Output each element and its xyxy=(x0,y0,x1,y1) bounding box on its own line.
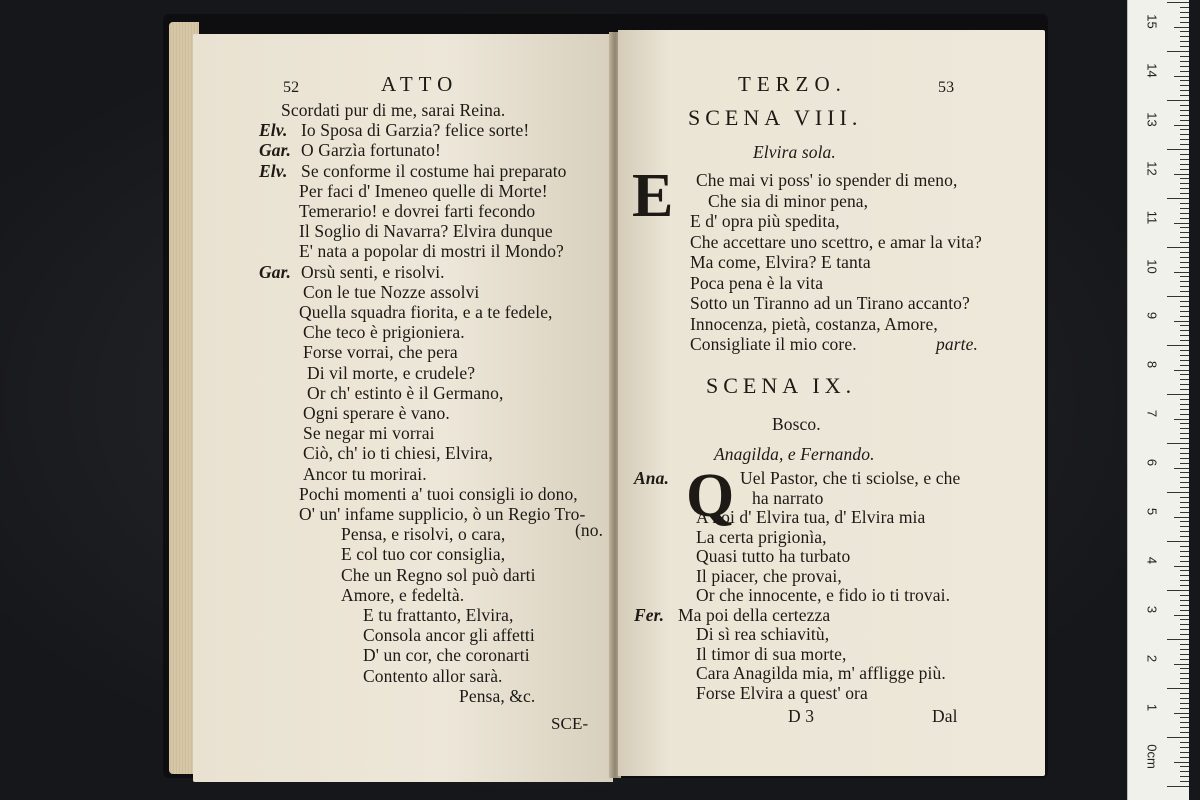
ruler-tick xyxy=(1180,482,1189,483)
speaker-label: Elv. xyxy=(259,120,288,141)
ruler-tick xyxy=(1180,747,1189,748)
scene-ix-setting: Bosco. xyxy=(772,414,821,434)
ruler-tick xyxy=(1180,414,1189,415)
ruler-tick xyxy=(1180,311,1189,312)
scene-viii-characters: Elvira sola. xyxy=(753,142,836,162)
ruler-tick xyxy=(1180,291,1189,292)
ruler-tick xyxy=(1167,443,1189,444)
signature-mark: D 3 xyxy=(788,706,815,726)
ruler-tick xyxy=(1180,41,1189,42)
verse-line: Innocenza, pietà, costanza, Amore, xyxy=(690,313,938,334)
ruler-tick xyxy=(1167,737,1189,738)
ruler-tick xyxy=(1180,325,1189,326)
scene-viii-title: SCENA VIII. xyxy=(688,105,863,130)
verse-line: Pochi momenti a' tuoi consigli io dono, xyxy=(299,483,578,504)
verse-line: O' un' infame supplicio, ò un Regio Tro- xyxy=(299,504,586,524)
ruler-tick xyxy=(1180,56,1189,57)
ruler-tick xyxy=(1180,472,1189,473)
scene-ix-characters: Anagilda, e Fernando. xyxy=(714,444,875,464)
ruler-tick xyxy=(1174,468,1189,469)
verse-line: Consigliate il mio core. xyxy=(690,334,857,354)
speaker-label: Elv. xyxy=(259,160,288,181)
right-running-head: TERZO. xyxy=(738,72,847,96)
ruler-tick xyxy=(1180,502,1189,503)
ruler-tick xyxy=(1180,595,1189,596)
ruler-tick xyxy=(1180,776,1189,777)
ruler-tick xyxy=(1180,276,1189,277)
ruler-tick xyxy=(1180,286,1189,287)
ruler-tick xyxy=(1180,389,1189,390)
ruler-tick xyxy=(1180,12,1189,13)
verse-line: O Garzìa fortunato! xyxy=(301,140,441,161)
ruler-tick xyxy=(1180,237,1189,238)
verse-line: E tu frattanto, Elvira, xyxy=(363,605,514,625)
ruler-tick xyxy=(1180,193,1189,194)
ruler-tick xyxy=(1180,22,1189,23)
ruler-tick xyxy=(1167,639,1189,640)
ruler-label: 6 xyxy=(1144,458,1160,467)
ruler-tick xyxy=(1180,561,1189,562)
ruler-tick xyxy=(1180,678,1189,679)
ruler-tick xyxy=(1180,46,1189,47)
ruler-label: 5 xyxy=(1144,507,1160,516)
left-hyphen-tail: (no. xyxy=(575,520,604,540)
ruler-tick xyxy=(1174,762,1189,763)
ruler-tick xyxy=(1180,521,1189,522)
verse-line: Orsù senti, e risolvi. xyxy=(301,261,445,282)
scene-ix-title: SCENA IX. xyxy=(706,373,857,398)
verse-line: Quasi tutto ha turbato xyxy=(696,546,851,566)
ruler-tick xyxy=(1180,605,1189,606)
ruler-tick xyxy=(1180,183,1189,184)
ruler-tick xyxy=(1180,144,1189,145)
ruler-tick xyxy=(1180,512,1189,513)
ruler-tick xyxy=(1174,713,1189,714)
ruler-tick xyxy=(1180,115,1189,116)
ruler-tick xyxy=(1180,732,1189,733)
ruler-tick xyxy=(1180,453,1189,454)
ruler-label: 1 xyxy=(1144,703,1160,712)
ruler-label: 13 xyxy=(1144,112,1160,127)
ruler-tick xyxy=(1174,125,1189,126)
ruler-tick xyxy=(1180,487,1189,488)
verse-line: Poca pena è la vita xyxy=(690,272,824,293)
ruler-tick xyxy=(1180,693,1189,694)
verse-line: Sotto un Tiranno ad un Tirano accanto? xyxy=(690,293,970,313)
ruler-tick xyxy=(1180,379,1189,380)
ruler-tick xyxy=(1180,531,1189,532)
ruler-tick xyxy=(1180,409,1189,410)
ruler-tick xyxy=(1174,419,1189,420)
ruler-label: 10 xyxy=(1144,259,1160,274)
speaker-label: Gar. xyxy=(259,140,292,161)
ruler-label: 11 xyxy=(1144,210,1160,225)
ruler-tick xyxy=(1180,17,1189,18)
ruler-tick xyxy=(1180,570,1189,571)
ruler-tick xyxy=(1174,223,1189,224)
verse-line: Che mai vi poss' io spender di meno, xyxy=(696,170,958,190)
verse-line: Che sia di minor pena, xyxy=(708,190,869,211)
ruler-tick xyxy=(1180,227,1189,228)
ruler-tick xyxy=(1180,80,1189,81)
ruler-tick xyxy=(1180,463,1189,464)
ruler-tick xyxy=(1180,164,1189,165)
ruler-tick xyxy=(1180,781,1189,782)
ruler-tick xyxy=(1180,477,1189,478)
ruler-tick xyxy=(1174,370,1189,371)
ruler-tick xyxy=(1180,727,1189,728)
ruler-tick xyxy=(1180,139,1189,140)
ruler-tick xyxy=(1180,360,1189,361)
ruler-tick xyxy=(1180,350,1189,351)
ruler-tick xyxy=(1180,644,1189,645)
verse-line: Scordati pur di me, sarai Reina. xyxy=(281,100,506,120)
ruler-tick xyxy=(1180,203,1189,204)
ruler-tick xyxy=(1167,492,1189,493)
ruler-tick xyxy=(1180,105,1189,106)
ruler-tick xyxy=(1180,355,1189,356)
ruler-label: 12 xyxy=(1144,161,1160,176)
ruler-tick xyxy=(1180,188,1189,189)
ruler-tick xyxy=(1167,394,1189,395)
verse-line: Temerario! e dovrei farti fecondo xyxy=(299,201,536,221)
ruler-tick xyxy=(1180,218,1189,219)
ruler-tick xyxy=(1180,717,1189,718)
ruler-tick xyxy=(1180,213,1189,214)
ruler-tick xyxy=(1180,673,1189,674)
ruler-tick xyxy=(1167,345,1189,346)
ruler-tick xyxy=(1180,159,1189,160)
measurement-ruler xyxy=(1127,0,1189,800)
ruler-tick xyxy=(1180,497,1189,498)
ruler-tick xyxy=(1180,384,1189,385)
verse-line: Per faci d' Imeneo quelle di Morte! xyxy=(299,180,548,201)
ruler-tick xyxy=(1180,619,1189,620)
left-catchword: SCE- xyxy=(551,714,589,733)
verse-line: Che un Regno sol può darti xyxy=(341,564,536,585)
ruler-label: 0cm xyxy=(1144,744,1160,769)
verse-line: E d' opra più spedita, xyxy=(690,211,840,231)
speaker-label: Fer. xyxy=(634,604,665,625)
verse-line: E col tuo cor consiglia, xyxy=(341,544,506,565)
verse-line: Ancor tu morirai. xyxy=(303,463,427,484)
ruler-tick xyxy=(1180,120,1189,121)
ruler-tick xyxy=(1167,786,1189,787)
verse-line: D' un cor, che coronarti xyxy=(363,645,530,666)
ruler-tick xyxy=(1180,438,1189,439)
ruler-tick xyxy=(1180,585,1189,586)
ruler-tick xyxy=(1180,708,1189,709)
ruler-tick xyxy=(1180,169,1189,170)
verse-line: Or che innocente, e fido io ti trovai. xyxy=(696,585,951,605)
verse-line: Pensa, &c. xyxy=(459,685,536,706)
verse-line: Che accettare uno scettro, e amar la vita? xyxy=(690,231,982,252)
verse-line: Forse vorrai, che pera xyxy=(303,342,458,363)
ruler-tick xyxy=(1167,590,1189,591)
ruler-tick xyxy=(1180,722,1189,723)
ruler-tick xyxy=(1180,154,1189,155)
ruler-tick xyxy=(1180,281,1189,282)
ruler-tick xyxy=(1180,365,1189,366)
ruler-tick xyxy=(1180,7,1189,8)
ruler-label: 7 xyxy=(1144,409,1160,418)
ruler-tick xyxy=(1180,262,1189,263)
ruler-tick xyxy=(1180,31,1189,32)
ruler-tick xyxy=(1180,110,1189,111)
ruler-tick xyxy=(1180,580,1189,581)
right-page xyxy=(618,30,1045,776)
ruler-tick xyxy=(1180,267,1189,268)
ruler-tick xyxy=(1180,752,1189,753)
ruler-tick xyxy=(1180,698,1189,699)
verse-line: Amore, e fedeltà. xyxy=(341,584,465,605)
verse-line: Forse Elvira a quest' ora xyxy=(696,682,868,703)
scene-viii-dropcap: E xyxy=(632,162,674,230)
verse-line: Ciò, ch' io ti chiesi, Elvira, xyxy=(303,443,493,464)
ruler-tick xyxy=(1180,433,1189,434)
ruler-tick xyxy=(1180,178,1189,179)
verse-line: Ma poi della certezza xyxy=(678,604,831,625)
verse-line: Io Sposa di Garzia? felice sorte! xyxy=(301,120,530,141)
verse-line: Se negar mi vorrai xyxy=(303,423,435,444)
ruler-tick xyxy=(1180,306,1189,307)
ruler-tick xyxy=(1180,232,1189,233)
ruler-tick xyxy=(1180,61,1189,62)
ruler-tick xyxy=(1167,296,1189,297)
verse-line: Di sì rea schiavitù, xyxy=(696,624,830,644)
ruler-tick xyxy=(1180,600,1189,601)
verse-line: A noi d' Elvira tua, d' Elvira mia xyxy=(696,507,926,527)
ruler-tick xyxy=(1180,399,1189,400)
ruler-tick xyxy=(1180,551,1189,552)
verse-line: ha narrato xyxy=(752,487,824,508)
ruler-tick xyxy=(1180,85,1189,86)
ruler-label: 3 xyxy=(1144,605,1160,614)
left-page-number: 52 xyxy=(283,79,300,96)
ruler-tick xyxy=(1167,2,1189,3)
ruler-tick xyxy=(1174,321,1189,322)
ruler-tick xyxy=(1180,335,1189,336)
ruler-tick xyxy=(1180,316,1189,317)
ruler-tick xyxy=(1167,247,1189,248)
verse-line: Or ch' estinto è il Germano, xyxy=(307,382,504,403)
ruler-tick xyxy=(1180,507,1189,508)
ruler-tick xyxy=(1180,766,1189,767)
verse-line: Ma come, Elvira? E tanta xyxy=(690,252,871,272)
ruler-tick xyxy=(1167,198,1189,199)
ruler-tick xyxy=(1180,374,1189,375)
right-catchword: Dal xyxy=(932,706,958,726)
ruler-tick xyxy=(1174,664,1189,665)
ruler-tick xyxy=(1180,703,1189,704)
ruler-tick xyxy=(1174,272,1189,273)
ruler-tick xyxy=(1180,649,1189,650)
ruler-tick xyxy=(1180,683,1189,684)
ruler-tick xyxy=(1180,423,1189,424)
ruler-tick xyxy=(1180,536,1189,537)
ruler-tick xyxy=(1180,654,1189,655)
verse-line: E' nata a popolar di mostri il Mondo? xyxy=(299,241,564,262)
ruler-tick xyxy=(1180,668,1189,669)
ruler-tick xyxy=(1180,771,1189,772)
ruler-tick xyxy=(1180,404,1189,405)
ruler-tick xyxy=(1167,100,1189,101)
verse-line: Di vil morte, e crudele? xyxy=(307,362,476,383)
verse-line: Il timor di sua morte, xyxy=(696,643,847,664)
ruler-tick xyxy=(1180,428,1189,429)
ruler-label: 2 xyxy=(1144,654,1160,663)
verse-line: Con le tue Nozze assolvi xyxy=(303,281,480,302)
verse-line: Contento allor sarà. xyxy=(363,665,503,686)
verse-line: Il piacer, che provai, xyxy=(696,565,842,586)
verse-line: Il Soglio di Navarra? Elvira dunque xyxy=(299,221,553,242)
ruler-tick xyxy=(1180,71,1189,72)
ruler-tick xyxy=(1180,208,1189,209)
ruler-tick xyxy=(1180,252,1189,253)
verse-line: Ogni sperare è vano. xyxy=(303,403,450,423)
ruler-label: 14 xyxy=(1144,63,1160,78)
ruler-tick xyxy=(1180,340,1189,341)
ruler-tick xyxy=(1174,27,1189,28)
ruler-tick xyxy=(1180,757,1189,758)
ruler-tick xyxy=(1180,129,1189,130)
ruler-tick xyxy=(1180,301,1189,302)
ruler-tick xyxy=(1180,95,1189,96)
speaker-label: Gar. xyxy=(259,261,292,282)
scene-viii-exit: parte. xyxy=(936,334,978,354)
ruler-tick xyxy=(1174,517,1189,518)
ruler-tick xyxy=(1167,541,1189,542)
ruler-tick xyxy=(1167,688,1189,689)
ruler-label: 8 xyxy=(1144,360,1160,369)
ruler-tick xyxy=(1167,51,1189,52)
verse-line: Uel Pastor, che ti sciolse, e che xyxy=(740,468,961,488)
ruler-tick xyxy=(1180,448,1189,449)
left-running-head: ATTO xyxy=(381,72,459,96)
verse-line: La certa prigionìa, xyxy=(696,526,827,547)
verse-line: Se conforme il costume hai preparato xyxy=(301,160,567,181)
ruler-tick xyxy=(1167,149,1189,150)
ruler-tick xyxy=(1180,257,1189,258)
ruler-tick xyxy=(1180,629,1189,630)
verse-line: Che teco è prigioniera. xyxy=(303,322,465,343)
ruler-label: 15 xyxy=(1144,14,1160,29)
ruler-label: 9 xyxy=(1144,311,1160,320)
ruler-tick xyxy=(1180,575,1189,576)
ruler-tick xyxy=(1180,330,1189,331)
ruler-tick xyxy=(1180,36,1189,37)
ruler-tick xyxy=(1180,610,1189,611)
scene-ix-dropcap: Q xyxy=(686,462,735,530)
ruler-tick xyxy=(1180,556,1189,557)
right-page-number: 53 xyxy=(938,79,955,96)
ruler-tick xyxy=(1180,242,1189,243)
ruler-tick xyxy=(1174,615,1189,616)
ruler-tick xyxy=(1180,90,1189,91)
ruler-tick xyxy=(1180,546,1189,547)
ruler-tick xyxy=(1180,134,1189,135)
ruler-tick xyxy=(1174,174,1189,175)
ruler-label: 4 xyxy=(1144,556,1160,565)
speaker-label: Ana. xyxy=(634,468,669,488)
ruler-tick xyxy=(1180,66,1189,67)
open-book xyxy=(163,14,1048,778)
ruler-tick xyxy=(1180,458,1189,459)
ruler-tick xyxy=(1174,76,1189,77)
ruler-tick xyxy=(1174,566,1189,567)
left-page xyxy=(193,34,613,782)
ruler-tick xyxy=(1180,624,1189,625)
ruler-tick xyxy=(1180,742,1189,743)
ruler-tick xyxy=(1180,526,1189,527)
verse-line: Cara Anagilda mia, m' affligge più. xyxy=(696,663,946,683)
verse-line: Consola ancor gli affetti xyxy=(363,625,535,646)
ruler-tick xyxy=(1180,634,1189,635)
verse-line: Quella squadra fiorita, e a te fedele, xyxy=(299,302,553,322)
ruler-tick xyxy=(1180,659,1189,660)
verse-line: Pensa, e risolvi, o cara, xyxy=(341,524,506,545)
